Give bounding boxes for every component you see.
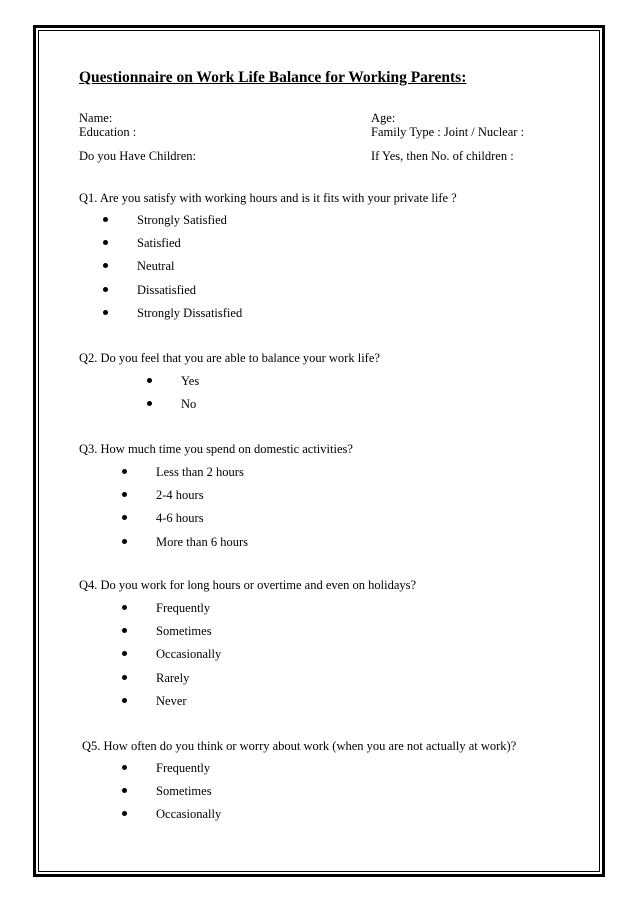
list-item (156, 784, 221, 807)
question-5-options (156, 761, 221, 831)
list-item (137, 283, 242, 306)
list-item (156, 671, 221, 694)
option-label: Never (156, 693, 187, 708)
bullet-icon (103, 287, 108, 292)
name-field-label: Name: (79, 111, 113, 125)
list-item (156, 535, 248, 558)
document-title: Questionnaire on Work Life Balance for Working Parents: (79, 69, 467, 86)
list-item (156, 465, 248, 488)
option-label: Occasionally (156, 647, 222, 662)
bullet-icon (122, 675, 127, 680)
list-item (137, 236, 242, 259)
children-field-label: Do you Have Children: (79, 149, 196, 163)
option-label: Dissatisfied (137, 282, 197, 297)
option-label: Satisfied (137, 236, 181, 251)
list-item (137, 259, 242, 282)
option-label: 2-4 hours (156, 488, 204, 503)
bullet-icon (122, 539, 127, 544)
option-label: Strongly Dissatisfied (137, 305, 243, 320)
list-item (156, 488, 248, 511)
bullet-icon (122, 469, 127, 474)
option-label: Frequently (156, 761, 211, 775)
question-1-options (137, 213, 242, 329)
list-item (156, 807, 221, 830)
question-1: Q1. Are you satisfy with working hours and is it fits with your private life ? (79, 191, 457, 205)
list-item (156, 624, 221, 647)
option-label: Strongly Satisfied (137, 213, 227, 227)
question-5: Q5. How often do you think or worry about work (when you are not actually at work)? (82, 739, 517, 753)
education-field-label: Education : (79, 125, 137, 139)
question-3-options (156, 465, 248, 558)
question-4: Q4. Do you work for long hours or overtime and even on holidays? (79, 578, 417, 592)
list-item (156, 511, 248, 534)
bullet-icon (122, 698, 127, 703)
list-item (137, 213, 242, 236)
list-item (181, 397, 199, 420)
bullet-icon (122, 765, 127, 770)
list-item (156, 761, 221, 784)
option-label: Rarely (156, 670, 190, 685)
bullet-icon (103, 217, 108, 222)
option-label: Sometimes (156, 784, 212, 799)
list-item (156, 601, 221, 624)
option-label: Yes (181, 374, 200, 388)
list-item (156, 694, 221, 717)
option-label: No (181, 397, 197, 412)
question-2-options (181, 374, 199, 420)
option-label: Sometimes (156, 624, 212, 639)
option-label: Neutral (137, 259, 175, 274)
bullet-icon (103, 310, 108, 315)
question-3: Q3. How much time you spend on domestic activities? (79, 442, 353, 456)
bullet-icon (122, 605, 127, 610)
option-label: Less than 2 hours (156, 465, 244, 479)
option-label: More than 6 hours (156, 534, 248, 549)
list-item (137, 306, 242, 329)
option-label: Occasionally (156, 807, 222, 822)
question-4-options (156, 601, 221, 717)
option-label: 4-6 hours (156, 511, 204, 526)
family-type-field-label: Family Type : Joint / Nuclear : (371, 125, 525, 139)
list-item (156, 647, 221, 670)
age-field-label: Age: (371, 111, 396, 125)
option-label: Frequently (156, 601, 211, 615)
bullet-icon (147, 378, 152, 383)
num-children-field-label: If Yes, then No. of children : (371, 149, 514, 163)
list-item (181, 374, 199, 397)
question-2: Q2. Do you feel that you are able to balance your work life? (79, 351, 380, 365)
